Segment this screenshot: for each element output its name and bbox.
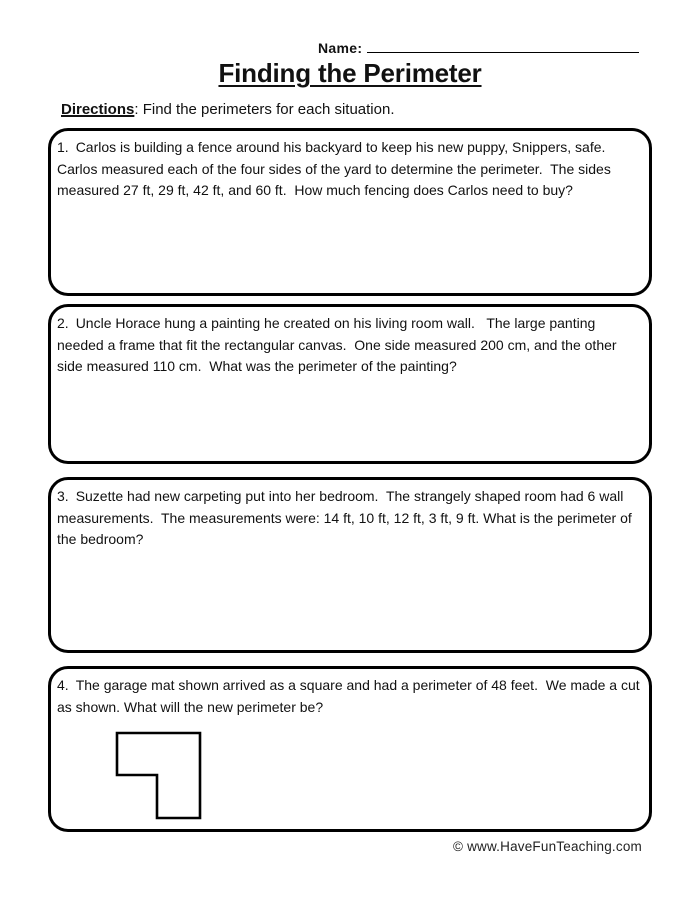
problem-1-number: 1. [57,139,69,155]
problem-3-text: 3. Suzette had new carpeting put into her bedroom. The strangely shaped room had 6 wall measurements. The measurements were: 14 ft, 10 ft, 12 ft, 3 ft, 9 ft. What is the perimeter of the bedroom? [57,488,636,547]
problem-box-1 [48,128,652,296]
cut-square-polygon [117,733,200,818]
garage-mat-shape-figure [114,730,203,821]
problem-box-4 [48,666,652,832]
name-blank-line [367,38,639,53]
problem-box-2 [48,304,652,464]
problem-2-text: 2. Uncle Horace hung a painting he created on his living room wall. The large panting needed a frame that fit the rectangular canvas. One side measured 200 cm, and the other side measured 110 cm. What was the perimeter of the painting? [57,315,621,374]
worksheet-title: Finding the Perimeter [218,58,482,88]
copyright-footer: © www.HaveFunTeaching.com [452,839,642,854]
directions-text: : Find the perimeters for each situation. [134,101,395,118]
problem-4-text: 4. The garage mat shown arrived as a square and had a perimeter of 48 feet. We made a cut as shown. What will the new perimeter be? [57,677,644,715]
problem-2-number: 2. [57,315,69,331]
problem-4-number: 4. [57,677,69,693]
name-label: Name: [318,40,363,56]
name-row [318,38,639,56]
directions-label: Directions [61,101,135,118]
problem-box-3 [48,477,652,653]
directions [61,101,395,118]
problem-1-text: 1. Carlos is building a fence around his backyard to keep his new puppy, Snippers, safe. Carlos measured each of the four sides of the yard to determine the perimeter. The sides measured 27 ft, 29 ft, 42 ft, and 60 ft. How much fencing does Carlos need to buy? [57,139,615,198]
problem-3-number: 3. [57,488,69,504]
